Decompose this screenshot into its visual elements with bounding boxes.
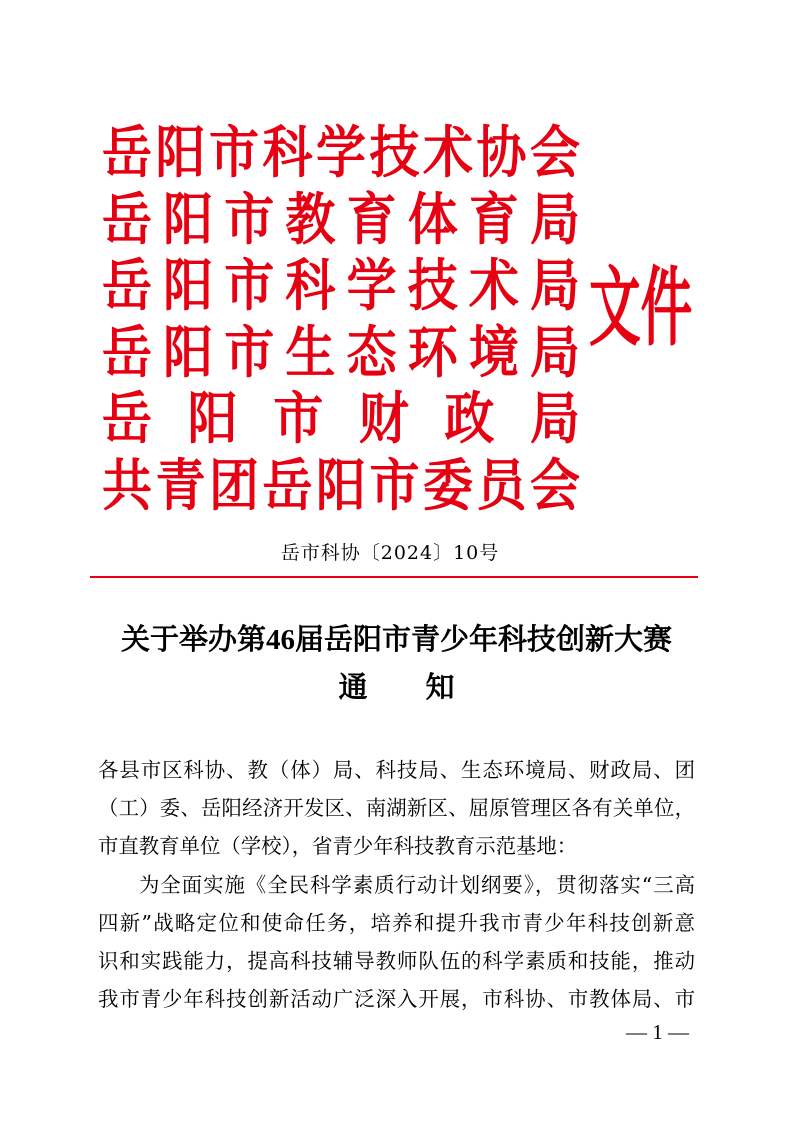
- issuer-char: 会: [530, 119, 580, 186]
- document-number: 岳市科协〔2024〕10号: [280, 542, 500, 564]
- issuer-char: 生: [285, 318, 336, 385]
- paragraph-line: 识和实践能力，提高科技辅导教师队伍的科学素质和技能，推动: [98, 948, 695, 973]
- issuer-char: 岳: [102, 252, 152, 319]
- issuer-char: 境: [468, 318, 519, 385]
- issuer-char: 阳: [163, 252, 214, 319]
- issuer-char: 育: [346, 185, 397, 252]
- issuer-char: 科: [285, 252, 336, 319]
- document-body: [98, 751, 695, 1018]
- issuer-char: 局: [529, 185, 580, 252]
- salutation-line: 市直教育单位（学校），省青少年科技教育示范基地：: [98, 834, 578, 859]
- issuer-education-sports-bureau: [102, 183, 580, 257]
- issuer-char: 市: [224, 185, 275, 252]
- issuer-char: 技: [369, 119, 420, 186]
- page-number: — 1 —: [626, 1020, 689, 1044]
- issuer-char: 局: [529, 385, 580, 452]
- issuer-char: 青: [155, 451, 206, 518]
- issuer-char: 学: [346, 252, 397, 319]
- salutation-line: 各县市区科协、教（体）局、科技局、生态环境局、财政局、团: [98, 758, 695, 782]
- title-main: 关于举办第46届岳阳市青少年科技创新大赛: [120, 624, 672, 656]
- paragraph-line: 为全面实施《全民科学素质行动计划纲要》，贯彻落实“三高: [139, 872, 695, 897]
- issuer-ecology-environment-bureau: [102, 316, 580, 390]
- issuer-char: 员: [476, 451, 527, 518]
- issuer-char: 市: [209, 119, 259, 186]
- issuer-char: 市: [273, 385, 324, 452]
- issuer-char: 岳: [102, 318, 152, 385]
- paragraph-line: 四新”战略定位和使命任务，培养和提升我市青少年科技创新意: [98, 910, 695, 935]
- document-title: [60, 616, 733, 712]
- red-separator-line: [90, 576, 698, 578]
- issuer-char: 阳: [163, 318, 214, 385]
- issuer-char: 学: [316, 119, 366, 186]
- issuer-char: 阳: [316, 451, 366, 518]
- issuer-char: 岳: [262, 451, 313, 518]
- issuer-char: 阳: [187, 385, 238, 452]
- title-notice: 通 知: [338, 672, 455, 704]
- issuer-science-association: [102, 116, 580, 190]
- issuer-char: 育: [468, 185, 519, 252]
- issuer-char: 科: [262, 119, 313, 186]
- issuer-char: 协: [476, 119, 527, 186]
- issuer-char: 市: [369, 451, 420, 518]
- issuer-char: 态: [346, 318, 397, 385]
- issuer-char: 阳: [163, 185, 214, 252]
- paragraph-line: 我市青少年科技创新活动广泛深入开展，市科协、市教体局、市: [98, 987, 695, 1012]
- issuer-char: 术: [423, 119, 473, 186]
- issuer-youth-league-committee: [102, 449, 580, 523]
- issuer-char: 环: [407, 318, 458, 385]
- issuer-char: 委: [423, 451, 473, 518]
- issuer-char: 共: [102, 451, 152, 518]
- issuer-science-technology-bureau: [102, 249, 580, 323]
- issuer-char: 岳: [102, 385, 152, 452]
- issuer-char: 岳: [102, 119, 152, 186]
- issuer-char: 技: [407, 252, 458, 319]
- issuer-block: [102, 120, 580, 519]
- issuer-char: 岳: [102, 185, 152, 252]
- issuer-finance-bureau: [102, 382, 580, 456]
- document-suffix: 文件: [589, 257, 693, 358]
- issuer-char: 政: [444, 385, 495, 452]
- issuer-char: 局: [529, 318, 580, 385]
- issuer-char: 阳: [155, 119, 206, 186]
- issuer-char: 会: [530, 451, 580, 518]
- issuer-char: 团: [209, 451, 259, 518]
- issuer-char: 财: [358, 385, 409, 452]
- issuer-char: 市: [224, 252, 275, 319]
- issuer-char: 局: [529, 252, 580, 319]
- issuer-char: 术: [468, 252, 519, 319]
- issuer-char: 体: [407, 185, 458, 252]
- issuer-char: 市: [224, 318, 275, 385]
- salutation-line: （工）委、岳阳经济开发区、南湖新区、屈原管理区各有关单位，: [98, 796, 695, 821]
- issuer-char: 教: [285, 185, 336, 252]
